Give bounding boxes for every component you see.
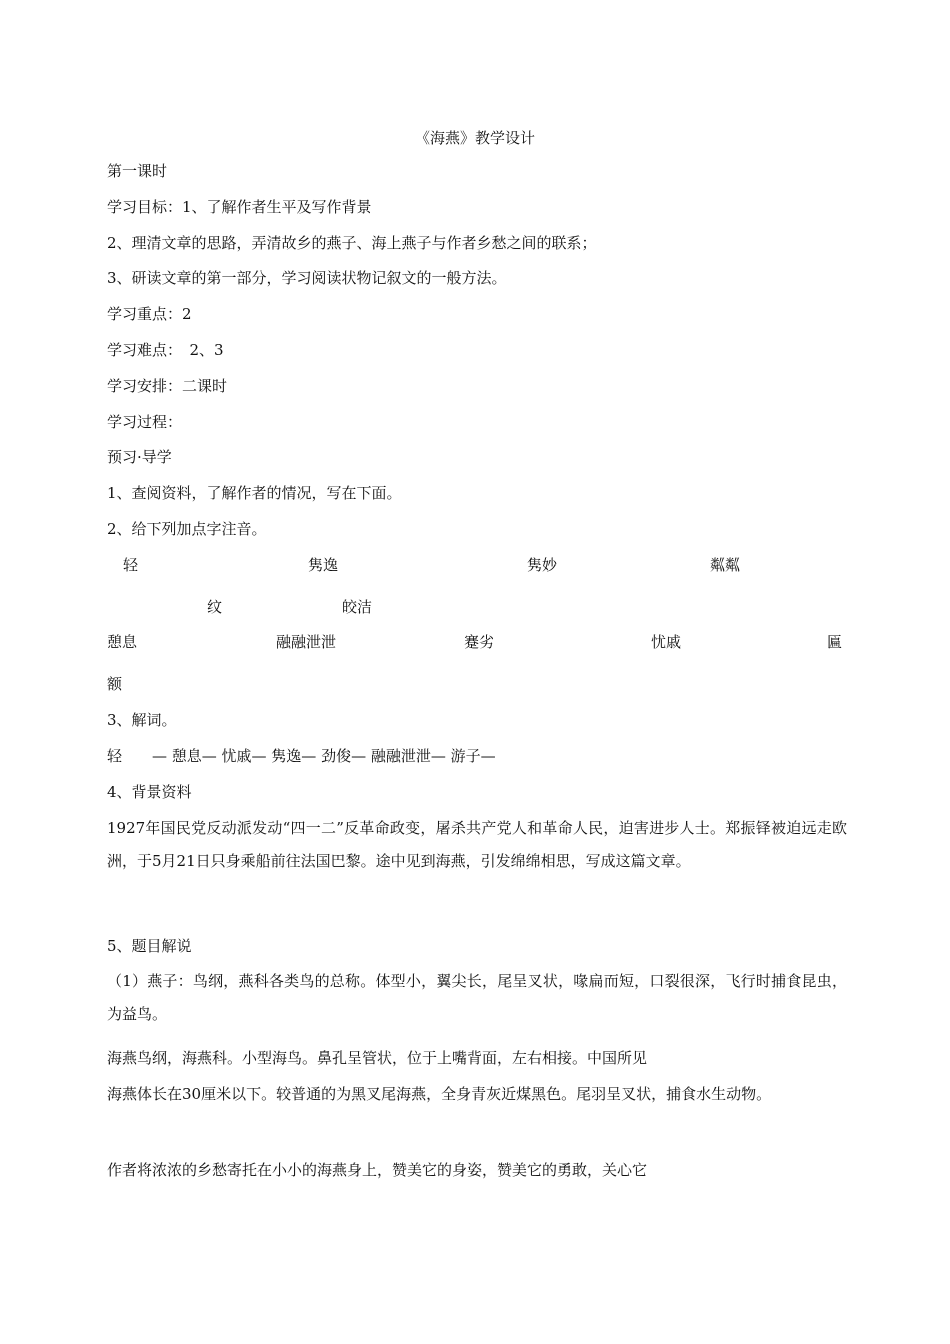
petrel-line-1: 海燕鸟纲，海燕科。小型海鸟。鼻孔呈管状，位于上嘴背面，左右相接。中国所见 bbox=[107, 1049, 648, 1067]
task-2: 2、给下列加点字注音。 bbox=[107, 520, 267, 538]
key-focus: 学习重点：2 bbox=[107, 305, 192, 323]
pinyin-word: 纹 bbox=[207, 598, 223, 616]
objective-2: 2、理清文章的思路，弄清故乡的燕子、海上燕子与作者乡愁之间的联系； bbox=[107, 234, 597, 252]
pinyin-word: 匾 bbox=[827, 633, 843, 651]
swallow-paragraph: （1）燕子：鸟纲，燕科各类鸟的总称。体型小，翼尖长，尾呈叉状，喙扁而短，口裂很深，飞行时捕食昆虫，为益鸟。 bbox=[107, 972, 847, 1023]
difficulty: 学习难点： 2、3 bbox=[107, 341, 224, 359]
background-paragraph: 1927年国民党反动派发动“四一二”反革命政变，屠杀共产党人和革命人民，迫害进步人士。郑振铎被迫远走欧洲，于5月21日只身乘船前往法国巴黎。途中见到海燕，引发绵绵相思，写成这篇文章。 bbox=[107, 819, 847, 870]
pinyin-word: 憩息 bbox=[107, 633, 138, 651]
process-heading: 学习过程： bbox=[107, 413, 183, 431]
pinyin-word: 融融泄泄 bbox=[276, 633, 337, 651]
pinyin-word: 皎洁 bbox=[342, 598, 373, 616]
objective-3: 3、研读文章的第一部分，学习阅读状物记叙文的一般方法。 bbox=[107, 269, 507, 287]
task-4: 4、背景资料 bbox=[107, 783, 192, 801]
author-note: 作者将浓浓的乡愁寄托在小小的海燕身上，赞美它的身姿，赞美它的勇敢，关心它 bbox=[107, 1161, 648, 1179]
pinyin-word: 粼粼 bbox=[710, 556, 741, 574]
task-1: 1、查阅资料，了解作者的情况，写在下面。 bbox=[107, 484, 402, 502]
preview-heading: 预习·导学 bbox=[107, 448, 172, 466]
lesson-label: 第一课时 bbox=[107, 162, 168, 180]
pinyin-word: 忧戚 bbox=[651, 633, 682, 651]
pinyin-word: 轻 bbox=[123, 556, 139, 574]
petrel-paragraph: 海燕体长在30厘米以下。较普通的为黑叉尾海燕，全身青灰近煤黑色。尾羽呈叉状，捕食水生动物。 bbox=[107, 1085, 772, 1103]
document-title: 《海燕》教学设计 bbox=[414, 129, 535, 147]
pinyin-word: 隽逸 bbox=[308, 556, 339, 574]
objective-1: 学习目标：1、了解作者生平及写作背景 bbox=[107, 198, 372, 216]
task-3: 3、解词。 bbox=[107, 711, 177, 729]
pinyin-word: 额 bbox=[107, 675, 123, 693]
pinyin-word: 蹇劣 bbox=[464, 633, 495, 651]
arrangement: 学习安排：二课时 bbox=[107, 377, 228, 395]
pinyin-word: 隽妙 bbox=[527, 556, 558, 574]
task-5: 5、题目解说 bbox=[107, 937, 192, 955]
vocab-list: 轻 — 憩息— 忧戚— 隽逸— 劲俊— 融融泄泄— 游子— bbox=[107, 747, 496, 765]
